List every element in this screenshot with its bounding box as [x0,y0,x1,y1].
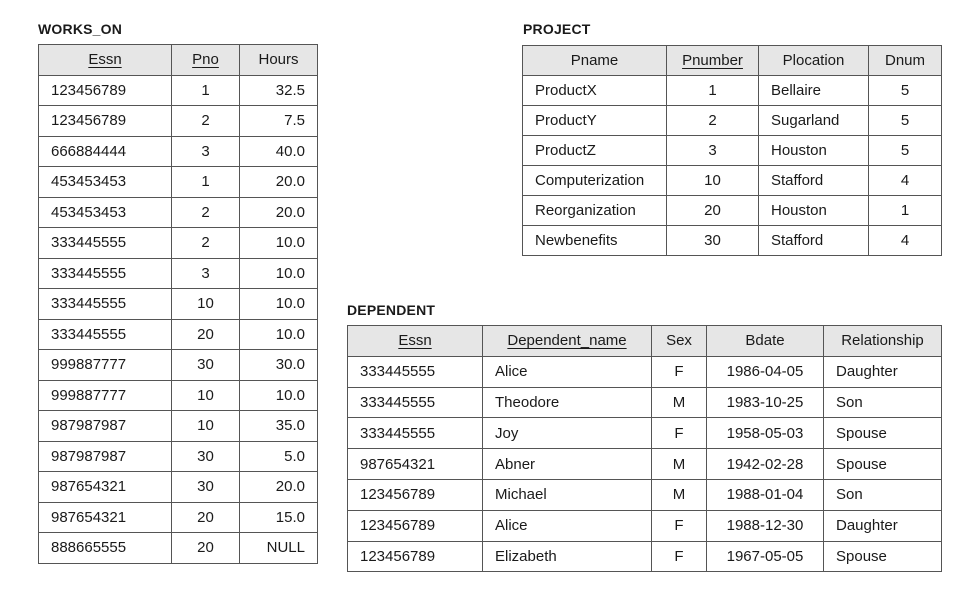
cell-relationship: Son [824,479,942,510]
table-row [523,76,942,106]
cell-essn: 453453453 [39,197,172,228]
column-header-essn: Essn [348,326,483,357]
table-row [39,502,318,533]
cell-hours: 20.0 [240,197,318,228]
column-header-plocation: Plocation [759,46,869,76]
table-row [523,136,942,166]
table-row [523,106,942,136]
table-row [39,258,318,289]
cell-essn: 999887777 [39,350,172,381]
cell-pno: 30 [172,350,240,381]
cell-pno: 20 [172,502,240,533]
table-row [39,533,318,564]
cell-pnumber: 10 [667,166,759,196]
cell-sex: F [652,418,707,449]
cell-pname: ProductZ [523,136,667,166]
cell-bdate: 1988-01-04 [707,479,824,510]
cell-pnumber: 20 [667,196,759,226]
cell-pname: Newbenefits [523,226,667,256]
column-header-relationship: Relationship [824,326,942,357]
cell-essn: 333445555 [39,258,172,289]
table-row [39,350,318,381]
table-header-row [39,45,318,76]
cell-hours: 20.0 [240,167,318,198]
cell-hours: 10.0 [240,319,318,350]
works-on-table [38,44,318,564]
cell-pno: 1 [172,167,240,198]
cell-essn: 987654321 [39,472,172,503]
cell-hours: NULL [240,533,318,564]
cell-hours: 5.0 [240,441,318,472]
table-row [39,167,318,198]
table-header-row [523,46,942,76]
table-row [39,75,318,106]
column-header-pno: Pno [172,45,240,76]
cell-essn: 333445555 [39,228,172,259]
cell-dependent-name: Alice [483,356,652,387]
cell-pno: 20 [172,533,240,564]
cell-hours: 10.0 [240,289,318,320]
table-row [39,441,318,472]
cell-sex: M [652,449,707,480]
cell-bdate: 1988-12-30 [707,510,824,541]
cell-hours: 10.0 [240,258,318,289]
cell-pname: ProductY [523,106,667,136]
column-header-pname: Pname [523,46,667,76]
cell-pno: 1 [172,75,240,106]
cell-essn: 987654321 [39,502,172,533]
cell-pno: 3 [172,136,240,167]
cell-plocation: Stafford [759,166,869,196]
dependent-title: DEPENDENT [347,302,436,318]
cell-pno: 10 [172,411,240,442]
table-row [39,136,318,167]
cell-essn: 987987987 [39,411,172,442]
cell-essn: 123456789 [348,479,483,510]
cell-dnum: 4 [869,226,942,256]
cell-relationship: Spouse [824,418,942,449]
cell-relationship: Son [824,387,942,418]
cell-plocation: Bellaire [759,76,869,106]
cell-essn: 123456789 [39,75,172,106]
table-row [39,289,318,320]
table-header-row [348,326,942,357]
cell-hours: 30.0 [240,350,318,381]
cell-pno: 3 [172,258,240,289]
column-header-sex: Sex [652,326,707,357]
cell-hours: 35.0 [240,411,318,442]
cell-dnum: 1 [869,196,942,226]
cell-relationship: Spouse [824,449,942,480]
cell-essn: 333445555 [39,289,172,320]
cell-essn: 123456789 [39,106,172,137]
cell-pname: ProductX [523,76,667,106]
cell-essn: 123456789 [348,541,483,572]
cell-hours: 15.0 [240,502,318,533]
cell-sex: F [652,510,707,541]
table-row [348,510,942,541]
cell-pname: Computerization [523,166,667,196]
dependent-table [347,325,942,572]
table-row [39,380,318,411]
cell-pno: 30 [172,441,240,472]
cell-relationship: Daughter [824,510,942,541]
cell-dnum: 5 [869,76,942,106]
column-header-dnum: Dnum [869,46,942,76]
cell-sex: M [652,479,707,510]
cell-dnum: 5 [869,136,942,166]
cell-relationship: Spouse [824,541,942,572]
table-row [348,479,942,510]
cell-bdate: 1942-02-28 [707,449,824,480]
cell-essn: 987654321 [348,449,483,480]
cell-essn: 888665555 [39,533,172,564]
cell-dependent-name: Joy [483,418,652,449]
cell-pno: 10 [172,289,240,320]
cell-essn: 999887777 [39,380,172,411]
cell-essn: 333445555 [348,387,483,418]
cell-dependent-name: Abner [483,449,652,480]
table-row [39,197,318,228]
table-row [523,166,942,196]
table-row [39,411,318,442]
table-row [39,106,318,137]
table-row [348,387,942,418]
table-row [523,226,942,256]
cell-plocation: Sugarland [759,106,869,136]
cell-pno: 10 [172,380,240,411]
cell-bdate: 1983-10-25 [707,387,824,418]
table-row [523,196,942,226]
cell-dependent-name: Alice [483,510,652,541]
table-row [39,472,318,503]
table-row [39,319,318,350]
cell-pnumber: 30 [667,226,759,256]
cell-plocation: Houston [759,196,869,226]
column-header-essn: Essn [39,45,172,76]
cell-pnumber: 1 [667,76,759,106]
cell-sex: F [652,541,707,572]
table-row [348,418,942,449]
cell-sex: F [652,356,707,387]
cell-dnum: 4 [869,166,942,196]
table-row [348,541,942,572]
cell-hours: 40.0 [240,136,318,167]
cell-relationship: Daughter [824,356,942,387]
column-header-dependent-name: Dependent_name [483,326,652,357]
table-row [39,228,318,259]
cell-essn: 123456789 [348,510,483,541]
cell-essn: 666884444 [39,136,172,167]
cell-hours: 7.5 [240,106,318,137]
cell-sex: M [652,387,707,418]
project-title: PROJECT [523,21,591,37]
cell-essn: 333445555 [348,418,483,449]
works-on-title: WORKS_ON [38,21,123,37]
cell-pno: 30 [172,472,240,503]
cell-pname: Reorganization [523,196,667,226]
cell-pno: 20 [172,319,240,350]
cell-plocation: Houston [759,136,869,166]
cell-bdate: 1967-05-05 [707,541,824,572]
cell-hours: 20.0 [240,472,318,503]
cell-essn: 333445555 [348,356,483,387]
cell-hours: 10.0 [240,228,318,259]
cell-bdate: 1958-05-03 [707,418,824,449]
project-table [522,45,942,256]
cell-pno: 2 [172,228,240,259]
table-row [348,449,942,480]
cell-plocation: Stafford [759,226,869,256]
cell-bdate: 1986-04-05 [707,356,824,387]
cell-dnum: 5 [869,106,942,136]
column-header-hours: Hours [240,45,318,76]
cell-dependent-name: Theodore [483,387,652,418]
table-row [348,356,942,387]
column-header-pnumber: Pnumber [667,46,759,76]
column-header-bdate: Bdate [707,326,824,357]
cell-pnumber: 3 [667,136,759,166]
cell-pno: 2 [172,106,240,137]
cell-essn: 333445555 [39,319,172,350]
cell-pno: 2 [172,197,240,228]
cell-essn: 453453453 [39,167,172,198]
cell-pnumber: 2 [667,106,759,136]
cell-hours: 10.0 [240,380,318,411]
cell-dependent-name: Michael [483,479,652,510]
cell-dependent-name: Elizabeth [483,541,652,572]
cell-essn: 987987987 [39,441,172,472]
cell-hours: 32.5 [240,75,318,106]
